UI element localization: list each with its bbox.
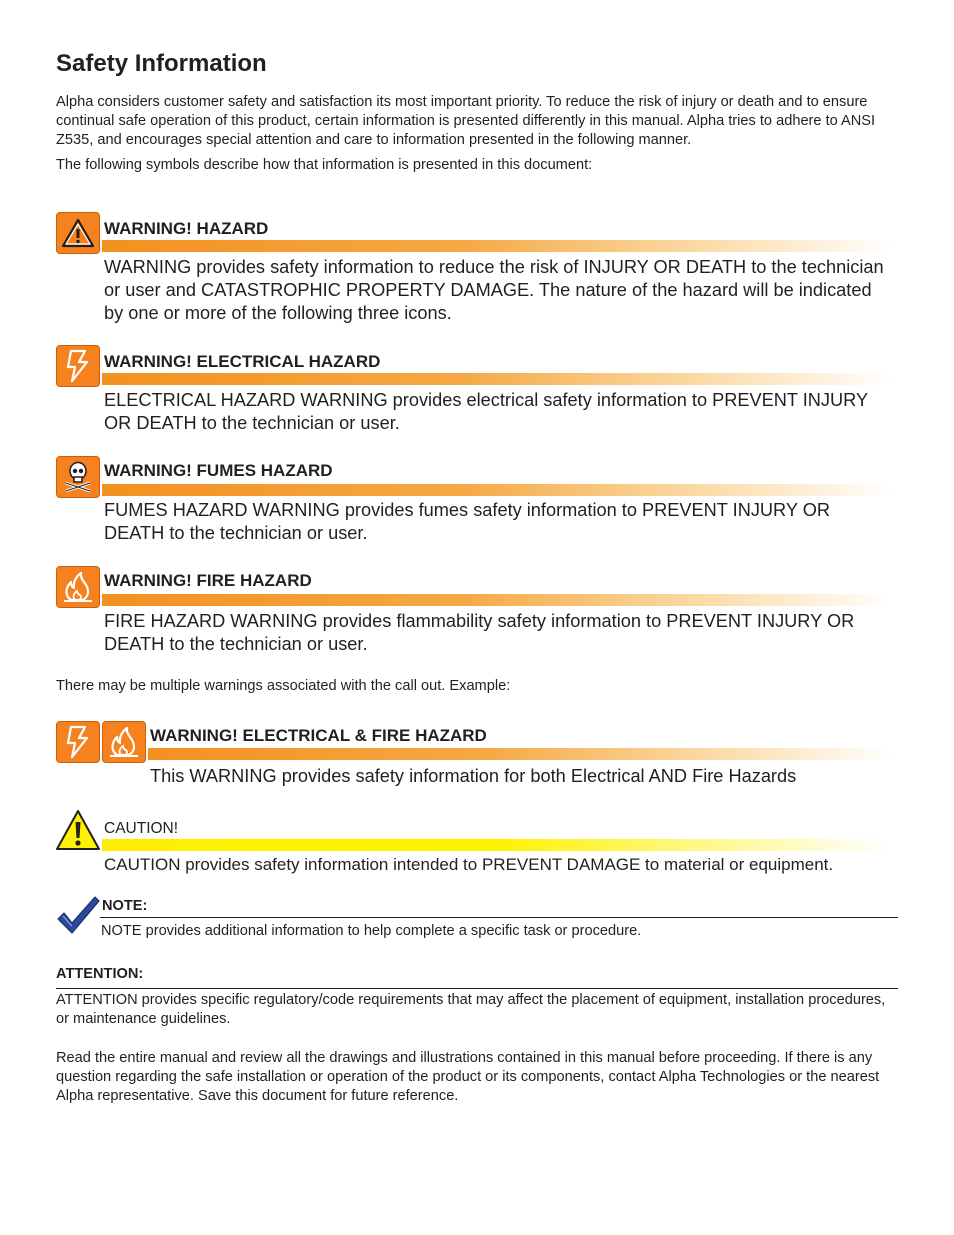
warning-body: ELECTRICAL HAZARD WARNING provides electrical safety information to PREVENT INJURY OR DEATH to the technician or user. <box>104 390 868 433</box>
attention-rule <box>56 988 898 989</box>
warning-title: WARNING! HAZARD <box>104 219 269 238</box>
warning-title: WARNING! ELECTRICAL & FIRE HAZARD <box>150 726 487 745</box>
caution-title: CAUTION! <box>104 820 179 837</box>
flame-icon <box>56 566 100 608</box>
final-paragraph: Read the entire manual and review all the drawings and illustrations contained in this manual before proceeding. If there is any question regarding the safe installation or operation of the product or its components, contact Alpha Technologies or the nearest Alpha representative. Save this document for future reference. <box>56 1050 880 1104</box>
warning-title: WARNING! FIRE HAZARD <box>104 571 312 590</box>
caution-exclamation-icon <box>55 809 101 856</box>
skull-crossbones-icon <box>56 456 100 498</box>
note-title: NOTE: <box>102 898 148 914</box>
note-body: NOTE provides additional information to help complete a specific task or procedure. <box>101 923 642 939</box>
checkmark-icon <box>55 893 101 942</box>
warning-title-bar <box>102 240 892 252</box>
lightning-bolt-icon <box>56 721 100 763</box>
caution-title-bar <box>102 839 892 851</box>
caution-body: CAUTION provides safety information intended to PREVENT DAMAGE to material or equipment. <box>104 855 834 874</box>
warning-body: This WARNING provides safety information for both Electrical AND Fire Hazards <box>150 766 797 786</box>
warning-body: FIRE HAZARD WARNING provides flammability safety information to PREVENT INJURY OR DEATH to the technician or user. <box>104 611 855 654</box>
warning-triangle-icon <box>56 212 100 254</box>
warning-body: WARNING provides safety information to reduce the risk of INJURY OR DEATH to the technician or user and CATASTROPHIC PROPERTY DAMAGE. The nature of the hazard will be indicated by one or more of the following three icons. <box>104 257 884 323</box>
warning-title: WARNING! ELECTRICAL HAZARD <box>104 352 381 371</box>
warning-title-bar <box>102 484 892 496</box>
flame-icon <box>102 721 146 763</box>
intro-paragraph: Alpha considers customer safety and satisfaction its most important priority. To reduce the risk of injury or death and to ensure continual safe operation of this product, certain information is presented differently in this manual. Alpha tries to adhere to ANSI Z535, and encourages special attention and care to information presented in the following manner. <box>56 94 876 148</box>
warning-title-bar <box>102 373 892 385</box>
warning-body: FUMES HAZARD WARNING provides fumes safety information to PREVENT INJURY OR DEATH to the technician or user. <box>104 500 830 543</box>
warning-title-bar <box>148 748 892 760</box>
attention-body: ATTENTION provides specific regulatory/code requirements that may affect the placement of equipment, installation procedures, or maintenance guidelines. <box>56 992 886 1027</box>
note-rule <box>100 917 898 918</box>
multiple-warnings-line: There may be multiple warnings associated with the call out. Example: <box>56 678 511 694</box>
page-title: Safety Information <box>56 50 267 77</box>
lightning-bolt-icon <box>56 345 100 387</box>
attention-title: ATTENTION: <box>56 966 144 982</box>
symbols-intro-line: The following symbols describe how that information is presented in this document: <box>56 157 593 173</box>
warning-title-bar <box>102 594 892 606</box>
warning-title: WARNING! FUMES HAZARD <box>104 461 333 480</box>
